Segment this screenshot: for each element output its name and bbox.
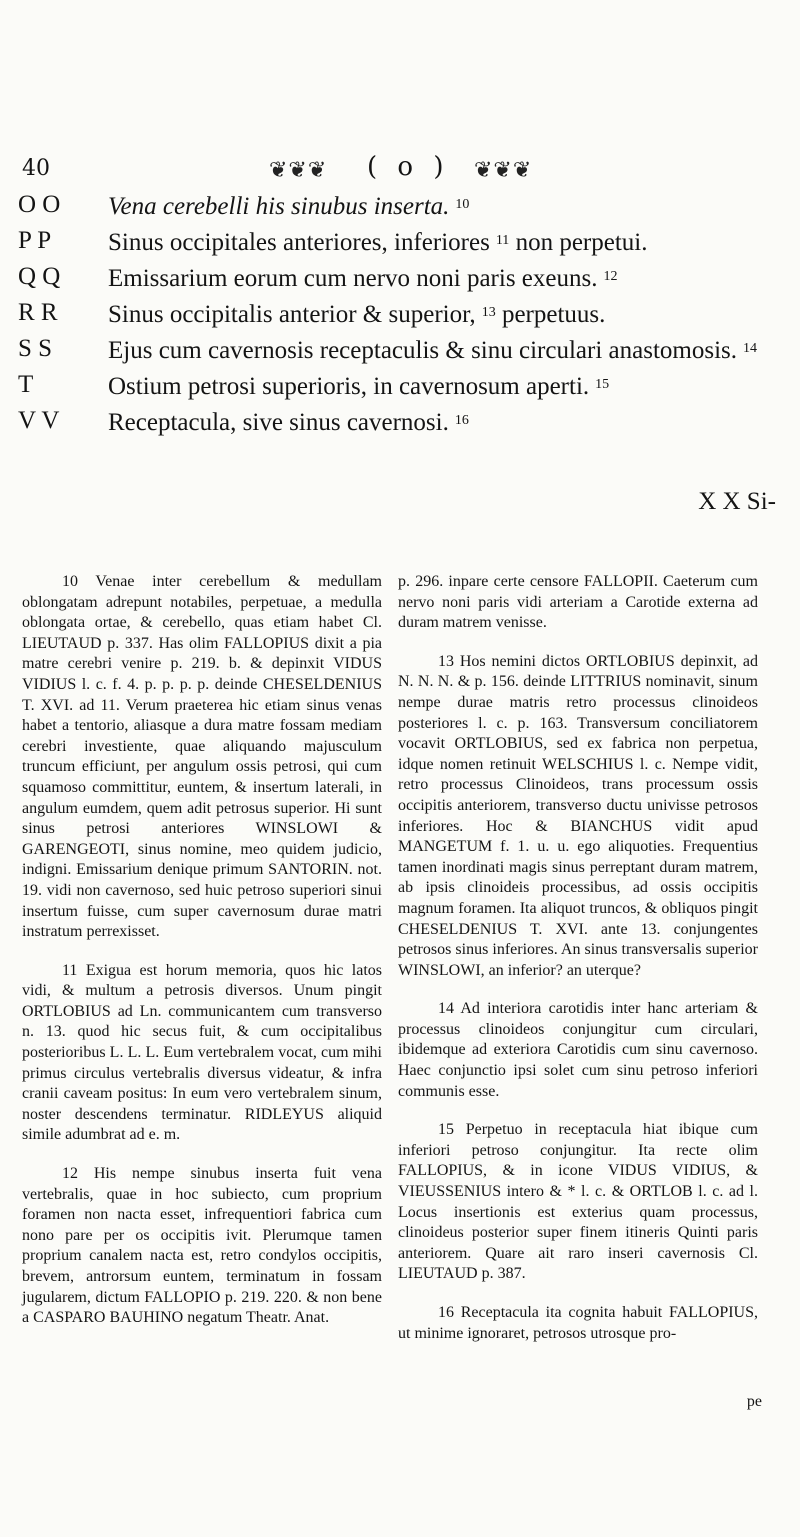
footnote: 13 Hos nemini dictos ORTLOBIUS depinxit, ad N. N. N. & p. 156. deinde LITTRIUS nominavit, sinum nempe durae matris retro processus clinoideos posteriores l. c. p. 163. Transversum conciliatorem vocavit ORTLOBIUS, sed ex fabrica non perpetua, idque nomen retinuit WELSCHIUS l. c. Nempe vidit, retro processus Clinoideos, trans processum ossis occipitis anteriorem, transverso ductu univisse petrosos inferiores. Hoc & BIANCHUS vidit apud MANGETUM f. 1. u. u. ego aliquoties. Frequentius tamen inordinati magis sinus perreptant duram matrem, ab ipsis clinoideis processibus, ad ossis occipitis magnum foramen. Ita aliquot truncos, & obliquos pingit CHESELDENIUS T. XVI. ante 13. conjungentes petrosos sinus inferiores. An sinus transversalis superior WINSLOWI, an inferior? an uterque? [398, 652, 758, 979]
catchword: X X Si- [698, 488, 776, 515]
legend-text: Vena cerebelli his sinubus inserta. $^{10}$ [108, 193, 470, 220]
legend-text: Emissarium eorum cum nervo noni paris exeuns. $^{12}$ [108, 265, 618, 292]
legend-text: Sinus occipitalis anterior & superior, $^{13}$ perpetuus. [108, 301, 606, 328]
legend-key: O O [18, 191, 61, 218]
legend-key: T [18, 371, 34, 398]
legend-key: V V [18, 407, 60, 434]
legend-row [18, 368, 763, 404]
footnote: 12 His nempe sinubus inserta fuit vena vertebralis, quae in hoc subiecto, cum proprium foramen non nacta esset, infrequentiori fabrica cum nono pare per os occipitis ivit. Plerumque tamen proprium canalem nacta est, retro condylos occipitis, brevem, antrorsum euntem, terminatum in fossam jugularem, dictum FALLOPIO p. 219. 220. & non bene a CASPARO BAUHINO negatum Theatr. Anat. [22, 1165, 382, 1327]
legend-key: R R [18, 299, 58, 326]
page-mark: ( o ) [367, 152, 450, 182]
legend-row [18, 296, 763, 332]
footer-catchword: pe [746, 1393, 762, 1410]
legend-key: P P [18, 227, 52, 254]
legend-key: Q Q [18, 263, 61, 290]
figure-legend [18, 188, 763, 440]
footnote: 16 Receptacula ita cognita habuit FALLOPIUS, ut minime ignoraret, petrosos utrosque pro- [398, 1304, 758, 1342]
footnote: 14 Ad interiora carotidis inter hanc arteriam & processus clinoideos conjungitur cum circulari, ibidemque ad exteriora Carotidis cum sinu cavernoso. Haec conjunctio ipsi solet cum sinu petroso inferiori communis esse. [398, 1000, 758, 1100]
legend-row [18, 332, 763, 368]
footnote-continued: p. 296. inpare certe censore FALLOPII. Caeterum cum nervo noni paris vidi arteriam a Carotide externa ad duram matrem venisse. [398, 573, 758, 632]
page-number: 40 [22, 156, 50, 181]
ornament-left-icon: ❦❦❦ [269, 158, 328, 183]
legend-text: Ejus cum cavernosis receptaculis & sinu circulari anastomosis. $^{14}$ [108, 337, 757, 364]
page-header [22, 150, 782, 190]
notes-right-column [398, 572, 758, 1362]
legend-text: Sinus occipitales anteriores, inferiores $^{11}$ non perpetui. [108, 229, 648, 256]
legend-row [18, 404, 763, 440]
notes-left-column [22, 572, 382, 1347]
ornament-right-icon: ❦❦❦ [474, 158, 533, 183]
footnote: 11 Exigua est horum memoria, quos hic latos vidi, & multum a petrosis diversos. Unum pingit ORTLOBIUS ad Ln. communicantem cum transverso n. 13. quod hic secus fuit, & cum occipitalibus posterioribus L. L. L. Eum vertebralem vocat, cum mihi primus circulus vertebralis diversus videatur, & infra cranii caveam positus: In eum vero vertebralem sinum, noster descendens terminatur. RIDLEYUS aliquid simile adumbrat ad e. m. [22, 961, 382, 1144]
legend-key: S S [18, 335, 53, 362]
legend-row [18, 224, 763, 260]
legend-row [18, 188, 763, 224]
legend-text: Receptacula, sive sinus cavernosi. $^{16}$ [108, 409, 469, 436]
legend-row [18, 260, 763, 296]
footnote: 10 Venae inter cerebellum & medullam oblongatam adrepunt notabiles, perpetuae, a medulla oblongata ortae, & cerebello, quas etiam habet Cl. LIEUTAUD p. 337. Has olim FALLOPIUS dixit a pia matre cerebri venire p. 219. b. & depinxit VIDUS VIDIUS l. c. f. 4. p. p. p. p. deinde CHESELDENIUS T. XVI. ad 11. Verum praeterea hic etiam sinus venas habet a tentorio, aliasque a dura matre fossam mediam cerebri investiente, quae aliquando majusculum truncum efficiunt, per angulum ossis petrosi, qui cum squamoso committitur, euntem, & insertum laterali, in angulum eumdem, quem adit petrosus superior. Hi sunt sinus petrosi anteriores WINSLOWI & GARENGEOTI, sinus nomine, meo quidem judicio, indigni. Emissarium denique primum SANTORIN. not. 19. vidi non cavernoso, sed huic petroso superiori sinui insertum fuisse, cum super cavernosum durae matri instratum perrexisset. [22, 573, 382, 941]
legend-text: Ostium petrosi superioris, in cavernosum aperti. $^{15}$ [108, 373, 610, 400]
footnote: 15 Perpetuo in receptacula hiat ibique cum inferiori petroso conjungitur. Ita recte olim FALLOPIUS, & in icone VIDUS VIDIUS, & VIEUSSENIUS intero & * l. c. & ORTLOB l. c. ad l. Locus insertionis est exterius quam processus, clinoideus posterior super finem itineris Quinti paris anteriorem. Quare ait raro inseri cavernosis Cl. LIEUTAUD p. 387. [398, 1121, 758, 1283]
